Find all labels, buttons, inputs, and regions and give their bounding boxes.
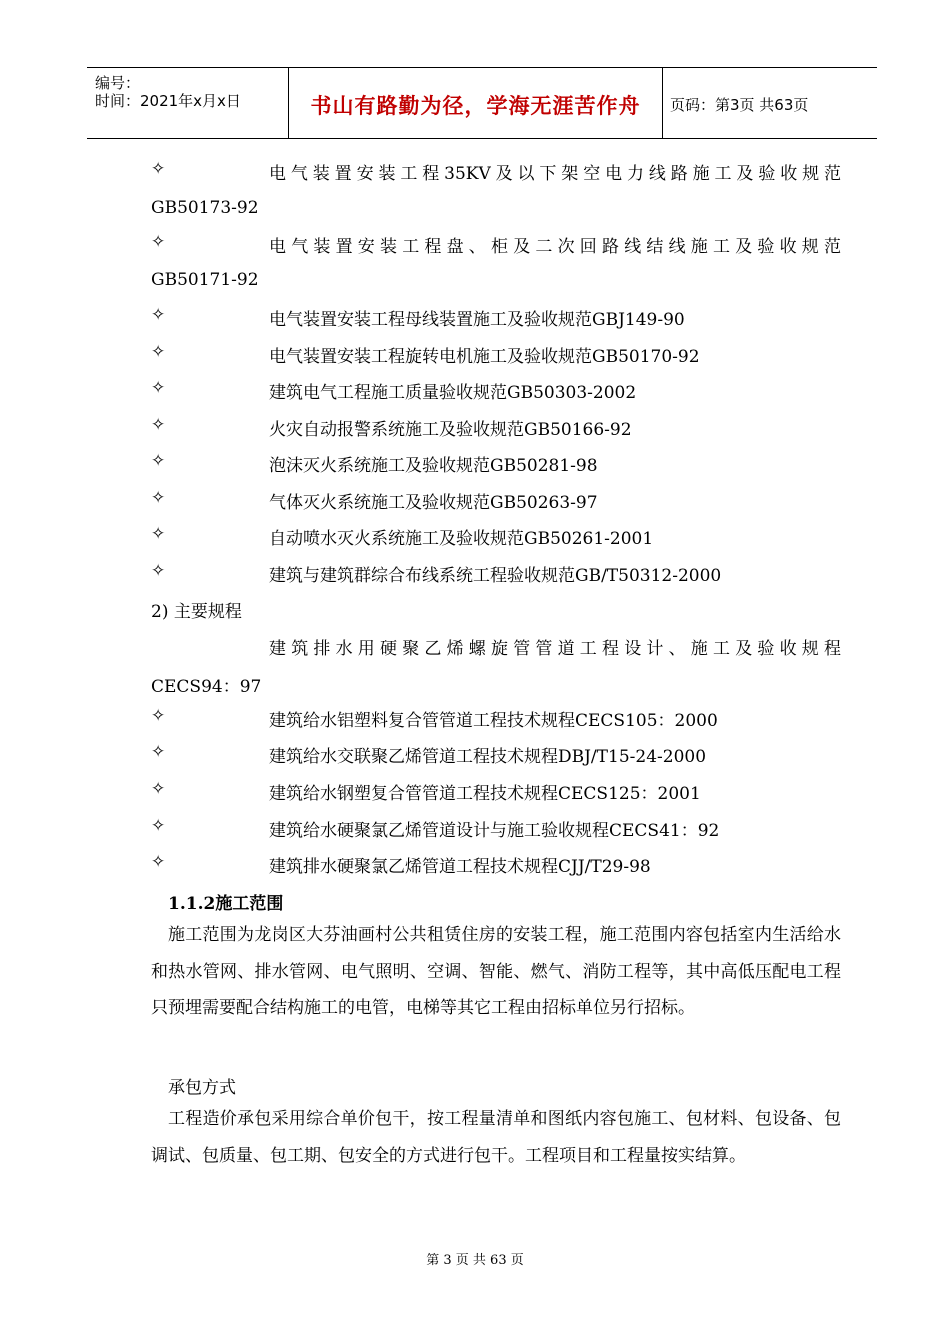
diamond-bullet-icon: ✧	[151, 378, 166, 398]
diamond-bullet-icon: ✧	[151, 524, 166, 544]
diamond-bullet-icon: ✧	[151, 232, 166, 252]
list-item-continuation: GB50173-92	[151, 198, 259, 218]
header-motto-cell	[288, 68, 663, 138]
list-item: 气体灭火系统施工及验收规范GB50263-97	[269, 493, 598, 513]
scope-heading: 1.1.2施工范围	[168, 894, 284, 914]
list-item: 电气装置安装工程旋转电机施工及验收规范GB50170-92	[269, 347, 700, 367]
page-header	[87, 67, 877, 139]
diamond-bullet-icon: ✧	[151, 415, 166, 435]
list-item-continuation: GB50171-92	[151, 270, 259, 290]
diamond-bullet-icon: ✧	[151, 852, 166, 872]
list-item: 建筑给水交联聚乙烯管道工程技术规程DBJ/T15-24-2000	[269, 747, 707, 767]
contract-heading: 承包方式	[168, 1078, 236, 1098]
diamond-bullet-icon: ✧	[151, 488, 166, 508]
header-page-cell	[662, 68, 877, 138]
doc-number-label: 编号：	[95, 74, 141, 92]
diamond-bullet-icon: ✧	[151, 159, 166, 179]
list-item: 建筑给水硬聚氯乙烯管道设计与施工验收规程CECS41：92	[269, 821, 720, 841]
diamond-bullet-icon: ✧	[151, 816, 166, 836]
diamond-bullet-icon: ✧	[151, 706, 166, 726]
list-item: 火灾自动报警系统施工及验收规范GB50166-92	[269, 420, 632, 440]
list-item: 建筑排水用硬聚乙烯螺旋管管道工程设计、施工及验收规程	[269, 639, 841, 659]
diamond-bullet-icon: ✧	[151, 342, 166, 362]
list-item-continuation: CECS94：97	[151, 677, 262, 697]
diamond-bullet-icon: ✧	[151, 305, 166, 325]
diamond-bullet-icon: ✧	[151, 742, 166, 762]
page-footer: 第 3 页 共 63 页	[426, 1253, 524, 1268]
list-item: 电气装置安装工程盘、柜及二次回路线结线施工及验收规范	[269, 237, 841, 257]
doc-time-label: 时间：2021年x月x日	[95, 92, 241, 110]
section-title: 2) 主要规程	[151, 602, 242, 622]
list-item: 建筑给水钢塑复合管管道工程技术规程CECS125：2001	[269, 784, 701, 804]
header-meta-cell	[87, 68, 288, 138]
scope-paragraph: 施工范围为龙岗区大芬油画村公共租赁住房的安装工程，施工范围内容包括室内生活给水和热水管网、排水管网、电气照明、空调、智能、燃气、消防工程等，其中高低压配电工程只预埋需要配合结构施工的电管，电梯等其它工程由招标单位另行招标。	[151, 925, 841, 1018]
header-motto: 书山有路勤为径，学海无涯苦作舟	[310, 94, 641, 118]
list-item: 泡沫灭火系统施工及验收规范GB50281-98	[269, 456, 598, 476]
list-item: 建筑给水铝塑料复合管管道工程技术规程CECS105：2000	[269, 711, 718, 731]
header-page-code: 页码：第3页 共63页	[670, 96, 809, 114]
list-item: 建筑与建筑群综合布线系统工程验收规范GB/T50312-2000	[269, 566, 722, 586]
diamond-bullet-icon: ✧	[151, 561, 166, 581]
diamond-bullet-icon: ✧	[151, 451, 166, 471]
diamond-bullet-icon: ✧	[151, 779, 166, 799]
list-item: 自动喷水灭火系统施工及验收规范GB50261-2001	[269, 529, 654, 549]
list-item: 建筑排水硬聚氯乙烯管道工程技术规程CJJ/T29-98	[269, 857, 651, 877]
list-item: 电气装置安装工程35KV及以下架空电力线路施工及验收规范	[269, 164, 841, 184]
list-item: 建筑电气工程施工质量验收规范GB50303-2002	[269, 383, 637, 403]
list-item: 电气装置安装工程母线装置施工及验收规范GBJ149-90	[269, 310, 685, 330]
contract-paragraph: 工程造价承包采用综合单价包干，按工程量清单和图纸内容包施工、包材料、包设备、包调试、包质量、包工期、包安全的方式进行包干。工程项目和工程量按实结算。	[151, 1109, 841, 1166]
